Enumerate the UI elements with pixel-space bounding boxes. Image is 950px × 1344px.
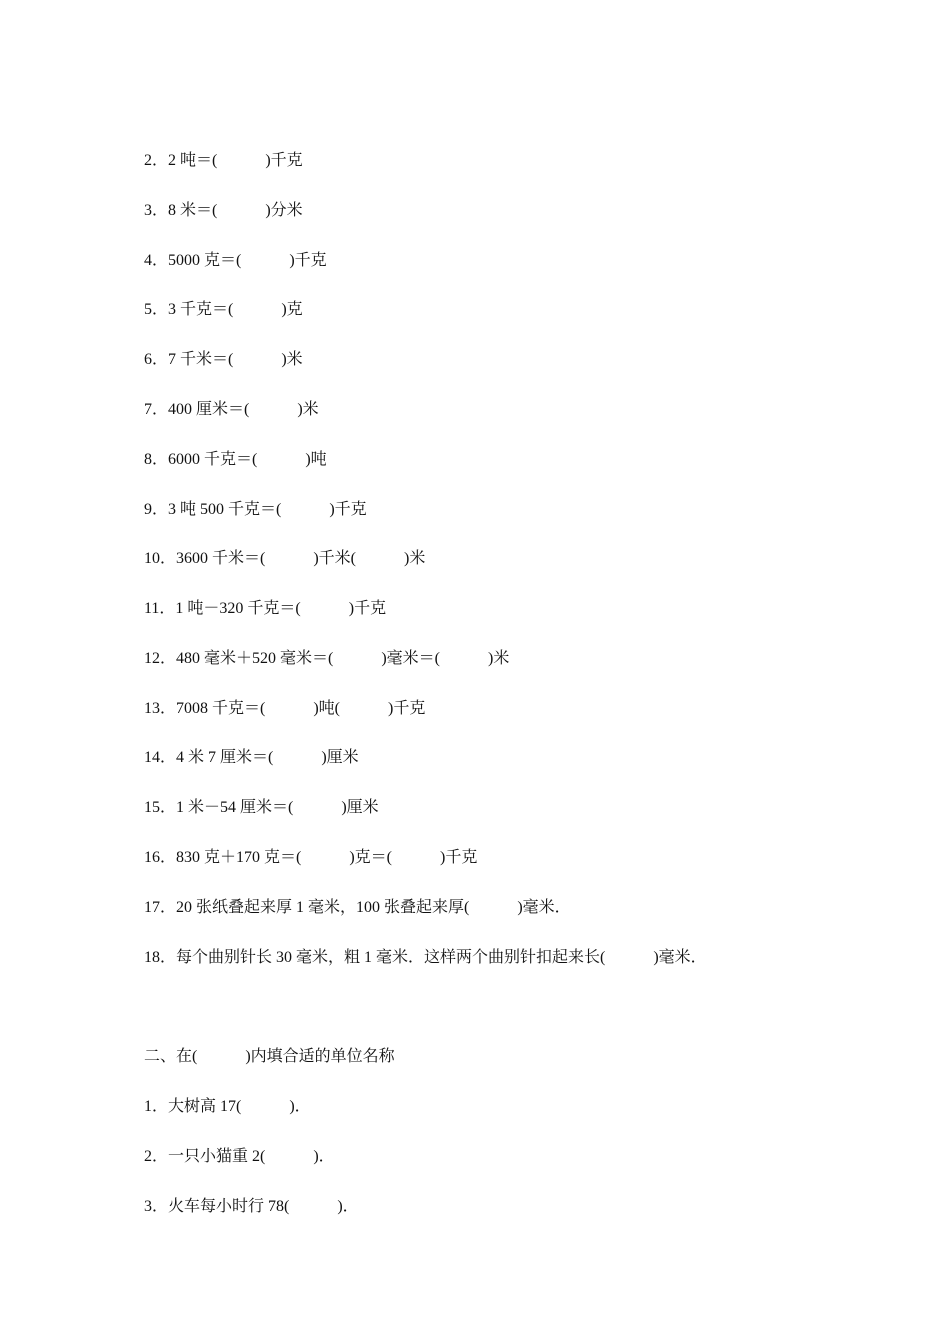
question-13: 13．7008 千克＝( )吨( )千克 — [144, 700, 426, 717]
section-heading: 二、在( )内填合适的单位名称 — [144, 1048, 395, 1065]
question-17: 17．20 张纸叠起来厚 1 毫米，100 张叠起来厚( )毫米． — [144, 899, 571, 916]
question-8: 8．6000 千克＝( )吨 — [144, 451, 327, 468]
question-11: 11．1 吨－320 千克＝( )千克 — [144, 600, 387, 617]
question-7: 7．400 厘米＝( )米 — [144, 401, 319, 418]
unit-question-2: 2．一只小猫重 2( )． — [144, 1148, 335, 1165]
question-9: 9．3 吨 500 千克＝( )千克 — [144, 501, 367, 518]
question-2: 2．2 吨＝( )千克 — [144, 152, 303, 169]
unit-question-3: 3．火车每小时行 78( )． — [144, 1198, 359, 1215]
question-16: 16．830 克＋170 克＝( )克＝( )千克 — [144, 849, 478, 866]
question-15: 15．1 米－54 厘米＝( )厘米 — [144, 799, 379, 816]
question-10: 10．3600 千米＝( )千米( )米 — [144, 550, 426, 567]
question-14: 14．4 米 7 厘米＝( )厘米 — [144, 749, 359, 766]
question-5: 5．3 千克＝( )克 — [144, 301, 303, 318]
question-4: 4．5000 克＝( )千克 — [144, 252, 327, 269]
question-3: 3．8 米＝( )分米 — [144, 202, 303, 219]
question-12: 12．480 毫米＋520 毫米＝( )毫米＝( )米 — [144, 650, 510, 667]
unit-question-1: 1．大树高 17( )． — [144, 1098, 311, 1115]
question-18: 18．每个曲别针长 30 毫米，粗 1 毫米．这样两个曲别针扣起来长( )毫米． — [144, 949, 707, 966]
question-6: 6．7 千米＝( )米 — [144, 351, 303, 368]
